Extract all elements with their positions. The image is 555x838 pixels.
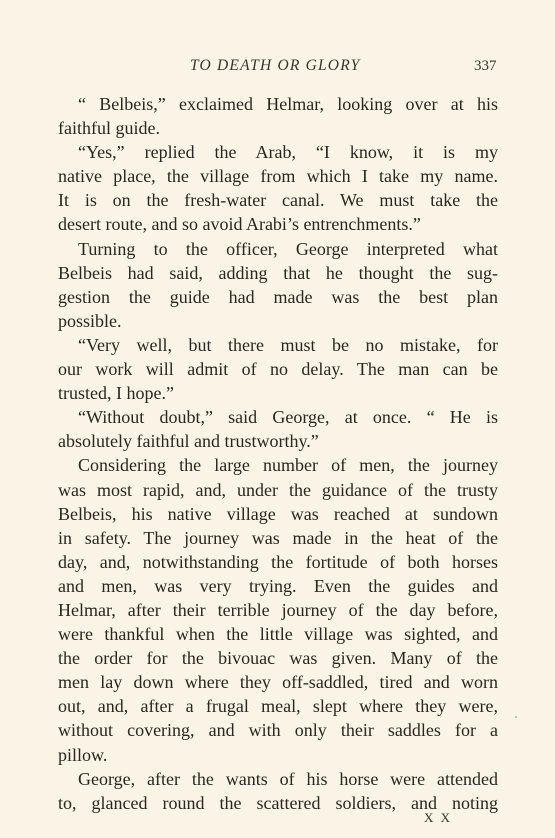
page-number: 337 bbox=[474, 58, 497, 74]
text-line: native place, the village from which I take my name. bbox=[58, 166, 498, 187]
text-line: Belbeis, his native village was reached at sundown bbox=[58, 503, 498, 524]
text-line: Belbeis had said, adding that he thought the sug- bbox=[58, 262, 498, 283]
text-line: “Yes,” replied the Arab, “I know, it is my bbox=[78, 142, 498, 163]
text-line: out, and, after a frugal meal, slept where they were, bbox=[58, 696, 498, 717]
text-line: Turning to the officer, George interpreted what bbox=[78, 238, 498, 259]
text-line: were thankful when the little village was sighted, and bbox=[58, 624, 498, 645]
signature-mark: X X bbox=[424, 810, 453, 825]
text-line: was most rapid, and, under the guidance of the trusty bbox=[58, 479, 498, 500]
text-line: in safety. The journey was made in the heat of the bbox=[58, 527, 498, 548]
text-line: desert route, and so avoid Arabi’s entrenchments.” bbox=[58, 214, 421, 235]
text-line: our work will admit of no delay. The man can be bbox=[58, 359, 498, 380]
text-line: to, glanced round the scattered soldiers, and noting bbox=[58, 792, 498, 813]
text-line: “Very well, but there must be no mistake, for bbox=[78, 334, 498, 355]
text-line: pillow. bbox=[58, 744, 108, 765]
text-line: “Without doubt,” said George, at once. “ He is bbox=[78, 407, 498, 428]
running-header bbox=[0, 57, 555, 79]
text-line: men lay down where they off-saddled, tired and worn bbox=[58, 672, 498, 693]
text-line: the order for the bivouac was given. Many of the bbox=[58, 648, 498, 669]
text-line: day, and, notwithstanding the fortitude of both horses bbox=[58, 551, 498, 572]
text-line: trusted, I hope.” bbox=[58, 383, 174, 404]
text-line: and men, was very trying. Even the guides and bbox=[58, 575, 498, 596]
text-line: Helmar, after their terrible journey of the day before, bbox=[58, 599, 498, 620]
text-line: absolutely faithful and trustworthy.” bbox=[58, 431, 319, 452]
text-line: George, after the wants of his horse were attended bbox=[78, 768, 498, 789]
body-text bbox=[58, 92, 498, 815]
text-line: Considering the large number of men, the journey bbox=[78, 455, 498, 476]
running-title: TO DEATH OR GLORY bbox=[190, 57, 361, 74]
text-line: gestion the guide had made was the best plan bbox=[58, 286, 498, 307]
text-line: “ Belbeis,” exclaimed Helmar, looking over at his bbox=[78, 94, 498, 114]
paper-speck bbox=[515, 716, 517, 718]
text-line: without covering, and with only their saddles for a bbox=[58, 720, 498, 741]
text-line: faithful guide. bbox=[58, 118, 160, 139]
text-line: possible. bbox=[58, 310, 122, 331]
text-line: It is on the fresh-water canal. We must take the bbox=[58, 190, 498, 211]
